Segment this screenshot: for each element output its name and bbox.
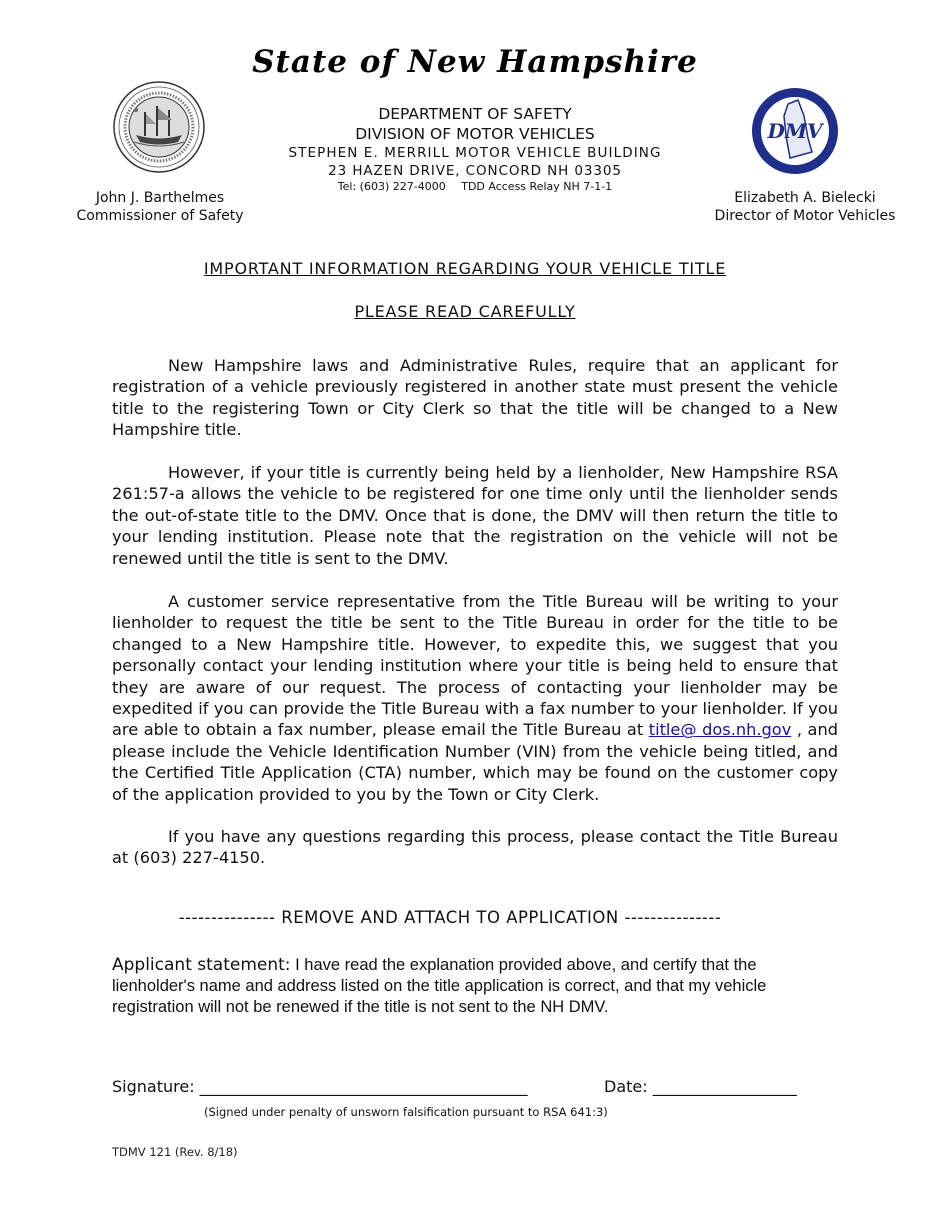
commissioner-name: John J. Barthelmes bbox=[95, 190, 225, 206]
signature-field[interactable]: Signature: _________________________________________ bbox=[112, 1077, 528, 1096]
address: 23 HAZEN DRIVE, CONCORD NH 03305 bbox=[328, 163, 622, 179]
tel-number: Tel: (603) 227-4000 bbox=[337, 180, 446, 193]
applicant-statement-label: Applicant statement: bbox=[112, 955, 291, 975]
paragraph-1: New Hampshire laws and Administrative Rules, require that an applicant for registration of a vehicle previously registered in another state must present the vehicle title to the registering Town or City Clerk so that the title will be changed to a New Hampshire title. bbox=[112, 356, 838, 440]
sub-heading: PLEASE READ CAREFULLY bbox=[354, 302, 576, 321]
commissioner-block bbox=[60, 189, 260, 225]
paragraph-2: However, if your title is currently being held by a lienholder, New Hampshire RSA 261:57-a allows the vehicle to be registered for one time only until the lienholder sends the out-of-state title to the DMV. Once that is done, the DMV will then return the title to your lending institution. Please note that the registration on the vehicle will not be renewed until the title is sent to the DMV. bbox=[112, 463, 838, 568]
paragraph-3-start: A customer service representative from the Title Bureau will be writing to your lienholder to request the title be sent to the Title Bureau in order for the title to be changed to a New Hampshire title. However, to expedite this, we suggest that you personally contact your lending institution where your title is being held to ensure that they are aware of our request. The process of contacting your lienholder may be expedited if you can provide the Title Bureau with a fax number to your lienholder. If you are able to obtain a fax number, please email the Title Bureau at bbox=[112, 592, 838, 740]
applicant-statement bbox=[112, 955, 838, 1018]
remove-attach-divider: --------------- REMOVE AND ATTACH TO APPLICATION --------------- bbox=[178, 908, 722, 927]
form-id: TDMV 121 (Rev. 8/18) bbox=[112, 1145, 238, 1159]
nh-dmv-logo-icon bbox=[750, 86, 840, 176]
director-block bbox=[700, 189, 910, 225]
nh-state-seal-icon bbox=[112, 80, 206, 174]
division-name: DIVISION OF MOTOR VEHICLES bbox=[355, 125, 595, 143]
contact-line bbox=[250, 180, 700, 193]
building-name: STEPHEN E. MERRILL MOTOR VEHICLE BUILDING bbox=[288, 145, 662, 161]
paragraph-3 bbox=[112, 591, 838, 805]
date-field[interactable]: Date: __________________ bbox=[604, 1077, 797, 1096]
department-name: DEPARTMENT OF SAFETY bbox=[378, 105, 572, 123]
director-title: Director of Motor Vehicles bbox=[714, 208, 896, 224]
state-title: State of New Hampshire bbox=[252, 44, 698, 80]
main-heading: IMPORTANT INFORMATION REGARDING YOUR VEHICLE TITLE bbox=[203, 259, 727, 278]
commissioner-title: Commissioner of Safety bbox=[76, 208, 244, 224]
title-bureau-email-link[interactable]: title@ dos.nh.gov bbox=[648, 720, 792, 740]
director-name: Elizabeth A. Bielecki bbox=[734, 190, 876, 206]
tdd-relay: TDD Access Relay NH 7-1-1 bbox=[461, 180, 613, 193]
applicant-statement-text: I have read the explanation provided above, and certify that the lienholder's name and address listed on the title application is correct, and that my vehicle registration will not be renewed if the title is not sent to the NH DMV. bbox=[112, 956, 767, 1016]
paragraph-3-end: , and please include the Vehicle Identification Number (VIN) from the vehicle being titled, and the Certified Title Application (CTA) number, which may be found on the customer copy of the application provided to you by the Town or City Clerk. bbox=[112, 720, 838, 804]
dmv-logo-text: DMV bbox=[767, 119, 823, 143]
paragraph-4: If you have any questions regarding this process, please contact the Title Bureau at (603) 227-4150. bbox=[112, 827, 838, 868]
signature-note: (Signed under penalty of unsworn falsification pursuant to RSA 641:3) bbox=[204, 1105, 608, 1119]
